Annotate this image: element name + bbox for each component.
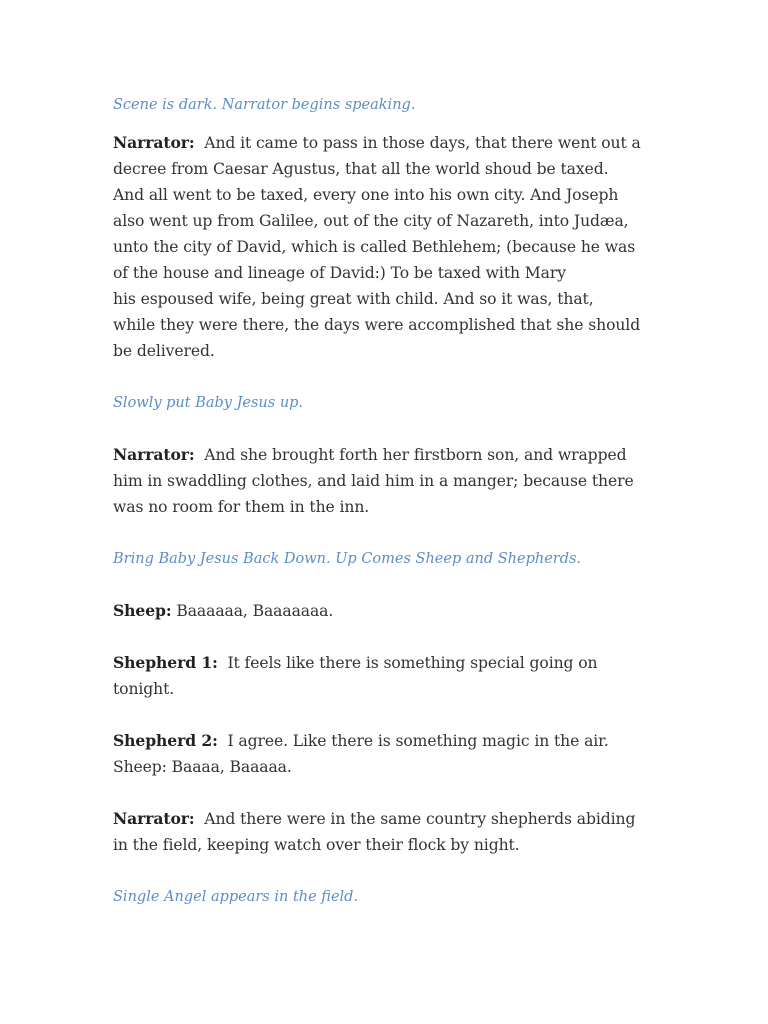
dialogue-block [113,442,658,520]
script-page [113,92,658,910]
dialogue-line [113,442,658,468]
dialogue-block [113,806,658,858]
dialogue-line: in the field, keeping watch over their flock by night. [113,836,520,854]
stage-direction: Bring Baby Jesus Back Down. Up Comes Sheep and Shepherds. [113,551,582,567]
dialogue-line: him in swaddling clothes, and laid him in a manger; because there [113,472,634,490]
dialogue-text: Baaaaaa, Baaaaaaa. [176,602,334,620]
speaker-name: Sheep: [113,601,172,620]
dialogue-line [113,130,658,156]
speaker-name: Shepherd 2: [113,731,218,750]
stage-direction: Scene is dark. Narrator begins speaking. [113,97,416,113]
dialogue-line [113,806,658,832]
speaker-name: Narrator: [113,133,195,152]
dialogue-block [113,130,658,364]
dialogue-text: I agree. Like there is something magic in the air. [227,732,609,750]
dialogue-line: decree from Caesar Agustus, that all the world shoud be taxed. [113,160,609,178]
dialogue-block [113,650,658,702]
speaker-name: Narrator: [113,445,195,464]
speaker-name: Narrator: [113,809,195,828]
dialogue-line [113,650,658,676]
dialogue-line: was no room for them in the inn. [113,498,370,516]
dialogue-line: his espoused wife, being great with child. And so it was, that, [113,290,594,308]
dialogue-line [113,728,658,754]
dialogue-text: And she brought forth her firstborn son, and wrapped [204,446,627,464]
stage-direction: Single Angel appears in the field. [113,889,359,905]
speaker-name: Shepherd 1: [113,653,218,672]
dialogue-block [113,598,658,624]
dialogue-line: Sheep: Baaaa, Baaaaa. [113,758,292,776]
dialogue-line [113,598,658,624]
dialogue-line: unto the city of David, which is called Bethlehem; (because he was [113,238,636,256]
dialogue-line: while they were there, the days were accomplished that she should [113,316,641,334]
stage-direction: Slowly put Baby Jesus up. [113,395,304,411]
dialogue-block [113,728,658,780]
dialogue-line: of the house and lineage of David:) To be taxed with Mary [113,264,566,282]
dialogue-text: And it came to pass in those days, that there went out a [204,134,641,152]
dialogue-text: It feels like there is something special going on [227,654,598,672]
dialogue-text: And there were in the same country shepherds abiding [204,810,636,828]
dialogue-line: And all went to be taxed, every one into his own city. And Joseph [113,186,619,204]
dialogue-line: be delivered. [113,342,215,360]
dialogue-line: tonight. [113,680,175,698]
dialogue-line: also went up from Galilee, out of the city of Nazareth, into Judæa, [113,212,629,230]
